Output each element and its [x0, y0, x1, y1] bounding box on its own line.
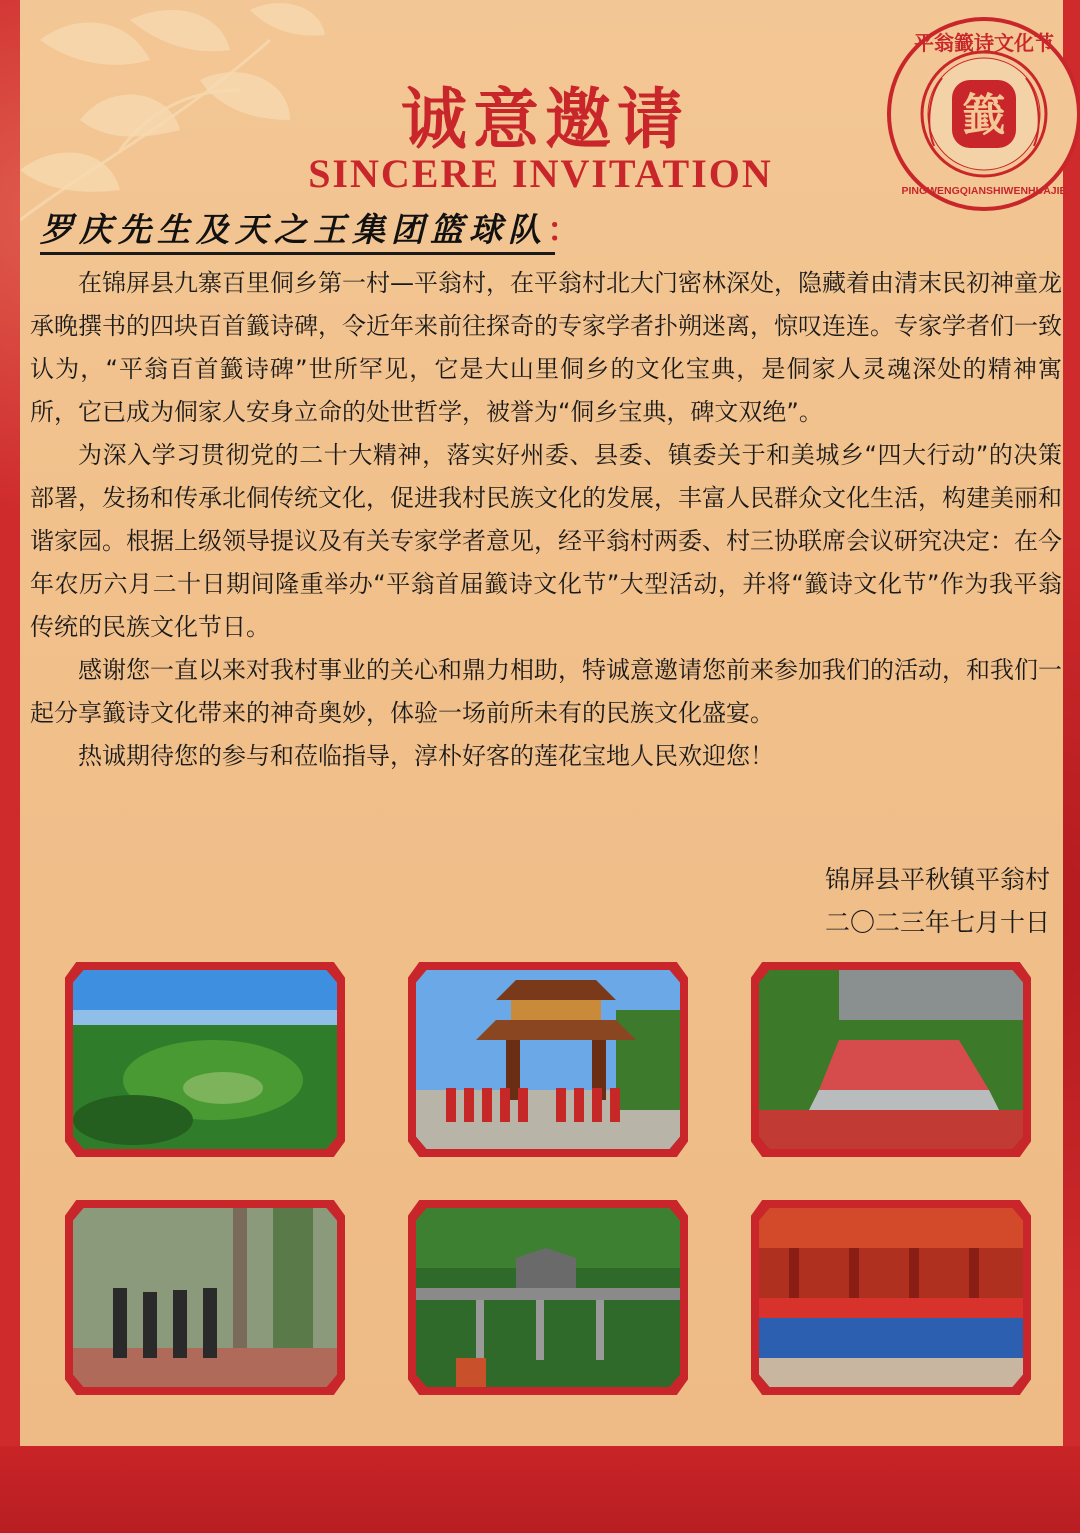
body-paragraph-2: 为深入学习贯彻党的二十大精神，落实好州委、县委、镇委关于和美城乡“四大行动”的决策部署，发扬和传承北侗传统文化，促进我村民族文化的发展，丰富人民群众文化生活，构建美丽和谐家园。根据上级领导提议及有关专家学者意见，经平翁村两委、村三协联席会议研究决定：在今年农历六月二十日期间隆重举办“平翁首届籖诗文化节”大型活动，并将“籖诗文化节”作为我平翁传统的民族文化节日。	[30, 441, 1062, 641]
title-english: SINCERE INVITATION	[308, 151, 773, 196]
addressee-underline	[40, 252, 555, 255]
festival-seal-logo	[886, 16, 1080, 212]
body-paragraph-4: 热诚期待您的参与和莅临指导，淳朴好客的莲花宝地人民欢迎您！	[78, 742, 774, 770]
seal-pinyin: PINGWENGQIANSHIWENHUAJIE	[901, 185, 1067, 197]
title-chinese: 诚意邀请	[401, 80, 689, 158]
addressee-name: 罗庆先生及天之王集团篮球队	[40, 210, 547, 249]
photo-forest-visit	[65, 1200, 345, 1395]
seal-ring-text: 平翁籖诗文化节	[914, 31, 1054, 55]
addressee	[40, 204, 586, 254]
body-paragraph-3: 感谢您一直以来对我村事业的关心和鼎力相助，特诚意邀请您前来参加我们的活动，和我们一起分享籖诗文化带来的神奇奥妙，体验一场前所未有的民族文化盛宴。	[30, 656, 1062, 727]
photo-village-gate	[408, 962, 688, 1157]
signature-organization: 锦屏县平秋镇平翁村	[824, 865, 1050, 894]
body-paragraph-1: 在锦屏县九寨百里侗乡第一村—平翁村，在平翁村北大门密林深处，隐藏着由清末民初神童龙承晚撰书的四块百首籖诗碑，令近年来前往探奇的专家学者扑朔迷离，惊叹连连。专家学者们一致认为，“平翁百首籖诗碑”世所罕见，它是大山里侗乡的文化宝典，是侗家人灵魂深处的精神寓所，它已成为侗家人安身立命的处世哲学，被誉为“侗乡宝典，碑文双绝”。	[30, 269, 1062, 426]
seal-center-char: 籖	[962, 90, 1006, 141]
photo-village-aerial	[65, 962, 345, 1157]
addressee-colon: ：	[547, 210, 586, 249]
invitation-body	[30, 262, 1062, 778]
bottom-decorative-band	[0, 1446, 1080, 1533]
photo-basketball-court	[751, 962, 1031, 1157]
photo-wind-rain-bridge	[408, 1200, 688, 1395]
photo-corridor-performers	[751, 1200, 1031, 1395]
signature-date: 二〇二三年七月十日	[824, 908, 1050, 937]
